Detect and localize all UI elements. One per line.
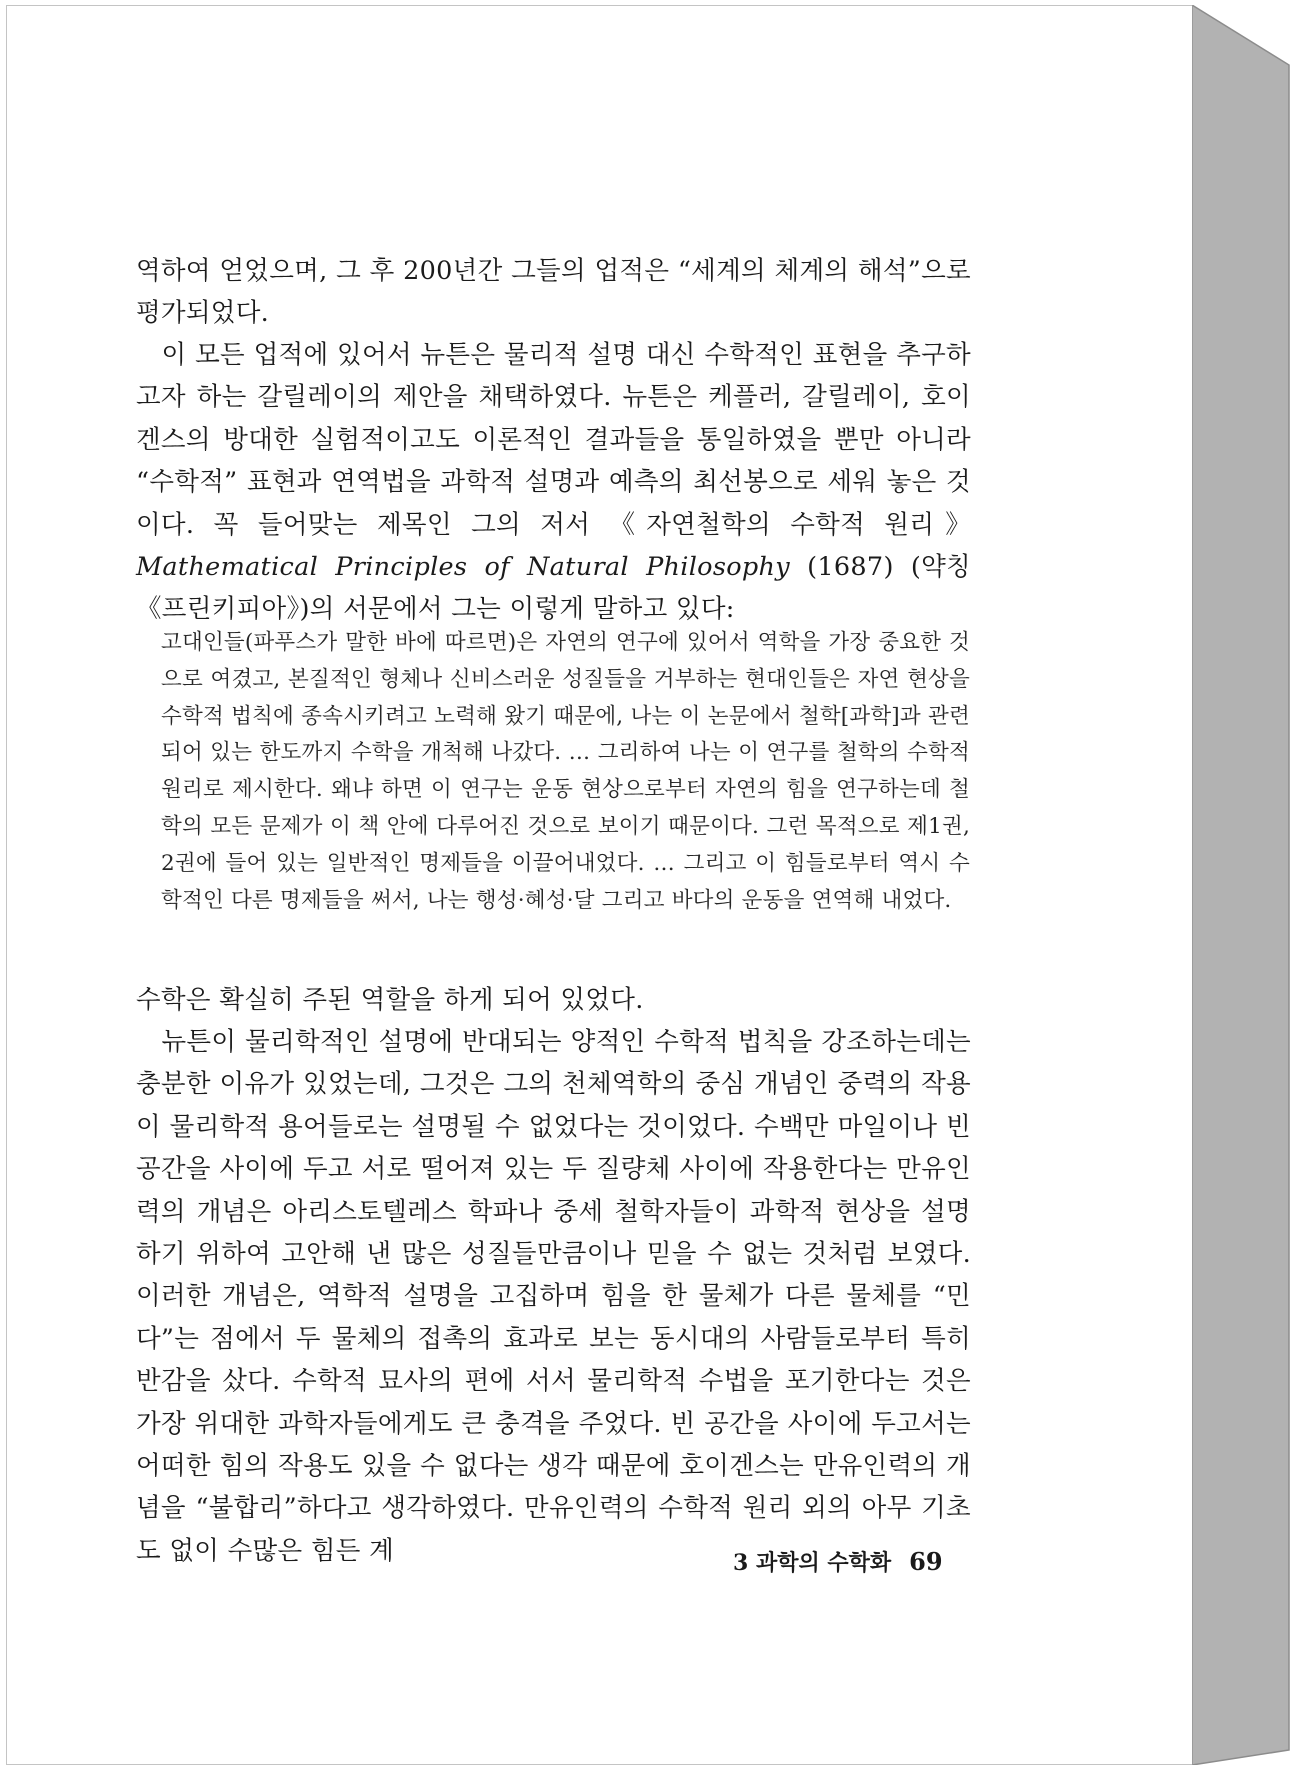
paragraph-4: 뉴튼이 물리학적인 설명에 반대되는 양적인 수학적 법칙을 강조하는데는 충분한 이유가 있었는데, 그것은 그의 천체역학의 중심 개념인 중력의 작용이 물리학적 용어들로는 설명될 수 없었다는 것이었다. 수백만 마일이나 빈 공간을 사이에 두고 서로 떨어져 있는 두 질량체 사이에 작용한다는 만유인력의 개념은 아리스토텔레스 학파나 중세 철학자들이 과학적 현상을 설명하기 위하여 고안해 낸 많은 성질들만큼이나 믿을 수 없는 것처럼 보였다. 이러한 개념은, 역학적 설명을 고집하며 힘을 한 물체가 다른 물체를 “민다”는 점에서 두 물체의 접촉의 효과로 보는 동시대의 사람들로부터 특히 반감을 샀다. 수학적 묘사의 편에 서서 물리학적 수법을 포기한다는 것은 가장 위대한 과학자들에게도 큰 충격을 주었다. 빈 공간을 사이에 두고서는 어떠한 힘의 작용도 있을 수 없다는 생각 때문에 호이겐스는 만유인력의 개념을 “불합리”하다고 생각하였다. 만유인력의 수학적 원리 외의 아무 기초도 없이 수많은 힘든 계 [136,1027,971,1566]
paragraph-2-part-a: 이 모든 업적에 있어서 뉴튼은 물리적 설명 대신 수학적인 표현을 추구하고자 하는 갈릴레이의 제안을 채택하였다. 뉴튼은 케플러, 갈릴레이, 호이겐스의 방대한 실험적이고도 이론적인 결과들을 통일하였을 뿐만 아니라 “수학적” 표현과 연역법을 과학적 설명과 예측의 최선봉으로 세워 놓은 것이다. 꼭 들어맞는 제목인 그의 저서 《자연철학의 수학적 원리》 [136,340,971,540]
book-title-english: Mathematical Principles of Natural Philosophy [136,552,790,583]
paragraph-math-role [136,979,971,1021]
paragraph-continuation [136,250,971,335]
paragraph-3: 수학은 확실히 주된 역할을 하게 되어 있었다. [136,985,644,1015]
principia-preface-quote: 고대인들(파푸스가 말한 바에 따르면)은 자연의 연구에 있어서 역학을 가장 중요한 것으로 여겼고, 본질적인 형체나 신비스러운 성질들을 거부하는 현대인들은 자연 현상을 수학적 법칙에 종속시키려고 노력해 왔기 때문에, 나는 이 논문에서 철학[과학]과 관련되어 있는 한도까지 수학을 개척해 나갔다. … 그리하여 나는 이 연구를 철학의 수학적 원리로 제시한다. 왜냐 하면 이 연구는 운동 현상으로부터 자연의 힘을 연구하는데 철학의 모든 문제가 이 책 안에 다루어진 것으로 보이기 때문이다. 그런 목적으로 제1권, 2권에 들어 있는 일반적인 명제들을 이끌어내었다. … 그리고 이 힘들로부터 역시 수학적인 다른 명제들을 써서, 나는 행성·혜성·달 그리고 바다의 운동을 연역해 내었다. [161,630,970,913]
chapter-running-footer: 3 과학의 수학화 [733,1550,892,1576]
paragraph-2-part-b: (1687) (약칭 《프린키피아》)의 서문에서 그는 이렇게 말하고 있다: [136,552,971,625]
page-number: 69 [909,1547,943,1576]
paragraph-1: 역하여 얻었으며, 그 후 200년간 그들의 업적은 “세계의 체계의 해석”으로 평가되었다. [136,256,971,329]
page-footer [733,1546,943,1577]
paragraph-gravity [136,1021,971,1572]
block-quote [161,625,970,919]
paragraph-newton-mathematical [136,334,971,631]
paragraph-2 [136,334,971,631]
page-edge-shadow [1192,5,1292,1765]
